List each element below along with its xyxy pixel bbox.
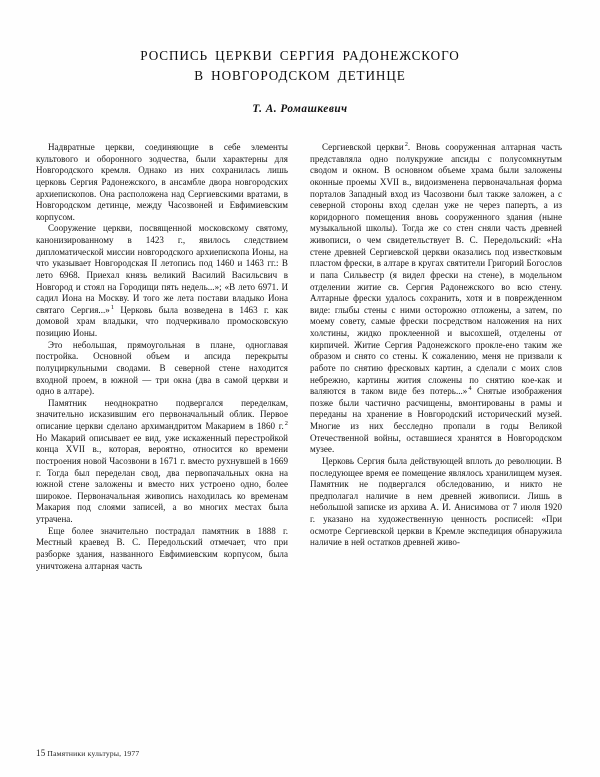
paragraph: Церковь Сергия была действующей вплоть до революции. В последующее время ее помещение являлось хранилищем музея. Памятник не подвергался обследованию, и никто не предполагал наличие в нем древней живописи. Лишь в небольшой записке из архива А. И. Анисимова от 7 июля 1920 г. указано на художественную ценность росписей: «При осмотре Сергиевской церкви в Кремле экспедиция обнаружила наличие в ней остатков древней живо- [310,455,562,548]
paragraph [36,398,288,526]
paragraph [36,223,288,339]
title-line-1: РОСПИСЬ ЦЕРКВИ СЕРГИЯ РАДОНЕЖСКОГО [140,48,460,63]
paragraph: Надвратные церкви, соединяющие в себе элементы культового и оборонного зодчества, были характерны для Новгородского кремля. Однако из них сохранилась лишь церковь Сергия Радонежского, в ансамбле двора новгородских архиепископов. Она расположена над Сергиевскими вратами, в Новгородском детинце, между Часозвоней и Евфимиевским корпусом. [36,142,288,222]
paragraph-text-cont: Но Макарий описывает ее вид, уже искаженный перестройкой конца XVII в., которая, вероятно, относится ко времени построения новой Часозвони в 1671 г. вместо рухнувшей в 1669 г. Тогда был переделан свод, два первопачальных окна на южной стене заложены и вместо них устроено одно, более широкое. Первоначальная живопись находилась ко временам Макария под слоями записей, а во многих местах была утрачена. [36,432,288,524]
footnote-marker: 1 [110,303,115,311]
right-column [310,142,562,549]
title-line-2: В НОВГОРОДСКОМ ДЕТИНЦЕ [194,68,406,83]
paragraph: Еще более значительно пострадал памятник в 1888 г. Местный краевед В. С. Передольский отмечает, что при разборке здания, названного Евфимиевским корпусом, была уничтожена алтарная часть [36,525,288,571]
paragraph [310,142,562,456]
paragraph-text: Памятник неоднократно подвергался переделкам, значительно исказившим его первоначальный облик. Первое описание церкви сделано архимандритом Макарием в 1860 г. [36,397,288,431]
page-number: 15 [36,748,46,758]
paragraph-text: Сергиевской церкви [322,142,404,152]
paragraph-text-cont: . Вновь сооруженная алтарная часть представляла одно полукружие апсиды с полусомкнутым сводом и окном. В основном объеме храма были заложены оконные проемы XVII в., видоизменена первоначальная форма порталов Западный вход из Часозвони был также заложен, а с северной стороны вход сделан уже не через паперть, а из коридорного помещения вновь сооруженного здания (ныне музыкальной школы). Тогда же со стен сняли часть древней живописи, о чем свидетельствует В. С. Передольский: «На стене древней Сергиевской церкви оказались под известковым пластом фрески, в алтаре в кругах святители Григорий Богослов и папа Сильвестр (я видел фрески на стене), в модельном отделении житие св. Сергия Радонежского во всю стену. Алтарные фрески удалось сохранить, хотя и в поврежденном виде: глыбы стены с ними осторожно отложены, а затем, по моему совету, самые фрески посредством наложения на них холстины, жидко проклеенной и высохшей, отделены от кирпичей. Житие Сергия Радонежского прокле-ено таким же образом и снято со стены. К сожалению, меня не призвали к работе по снятию фресковых картин, а сделали с моих слов небрежно, картины жития сложены по снятию кое-как и валяются в таком виде без потерь...» [310,142,562,397]
paragraph-text-tail: Снятые изображения позже были частично расчищены, вмонтированы в рамы и переданы на хранение в Новгородский исторический музей. Многие из них бесследно пропали в годы Великой Отечественной войны, оставшиеся хранятся в Новгородском музее. [310,386,562,455]
page-footer [36,748,139,758]
running-title: Памятники культуры, 1977 [47,749,140,758]
left-column [36,142,288,572]
paragraph: Это небольшая, прямоугольная в плане, одноглавая постройка. Основной объем и апсида перекрыты полуциркульными сводами. В северной стене находится входной проем, в южной — три окна (два в самой церкви и одно в алтаре). [36,339,288,397]
author-byline: Т. А. Ромашкевич [252,103,348,115]
footnote-marker: 2 [404,140,408,148]
paragraph-text-cont: Церковь была возведена в 1463 г. как домовой храм владыки, что подчеркивало промосковскую позицию Ионы. [36,304,289,338]
paragraph-text: Сооружение церкви, посвященной московскому святому, канонизированному в 1423 г., явилось следствием дипломатической миссии новгородского архиепископа Ионы, на что указывает Новгородская II летопись под 1460 и 1463 гг.: В лето 6968. Приехал князь великий Василий Васильсвич в Новгород и стоял на Городищи пять недель...»; «В лето 6971. И садил Иона на Москву. И того же лета постави владыко Иона святаго Сергия...» [36,223,288,315]
footnote-marker: 2 [284,419,288,427]
footnote-marker: 4 [468,385,472,393]
page-title [0,0,600,86]
article-body [0,142,600,572]
